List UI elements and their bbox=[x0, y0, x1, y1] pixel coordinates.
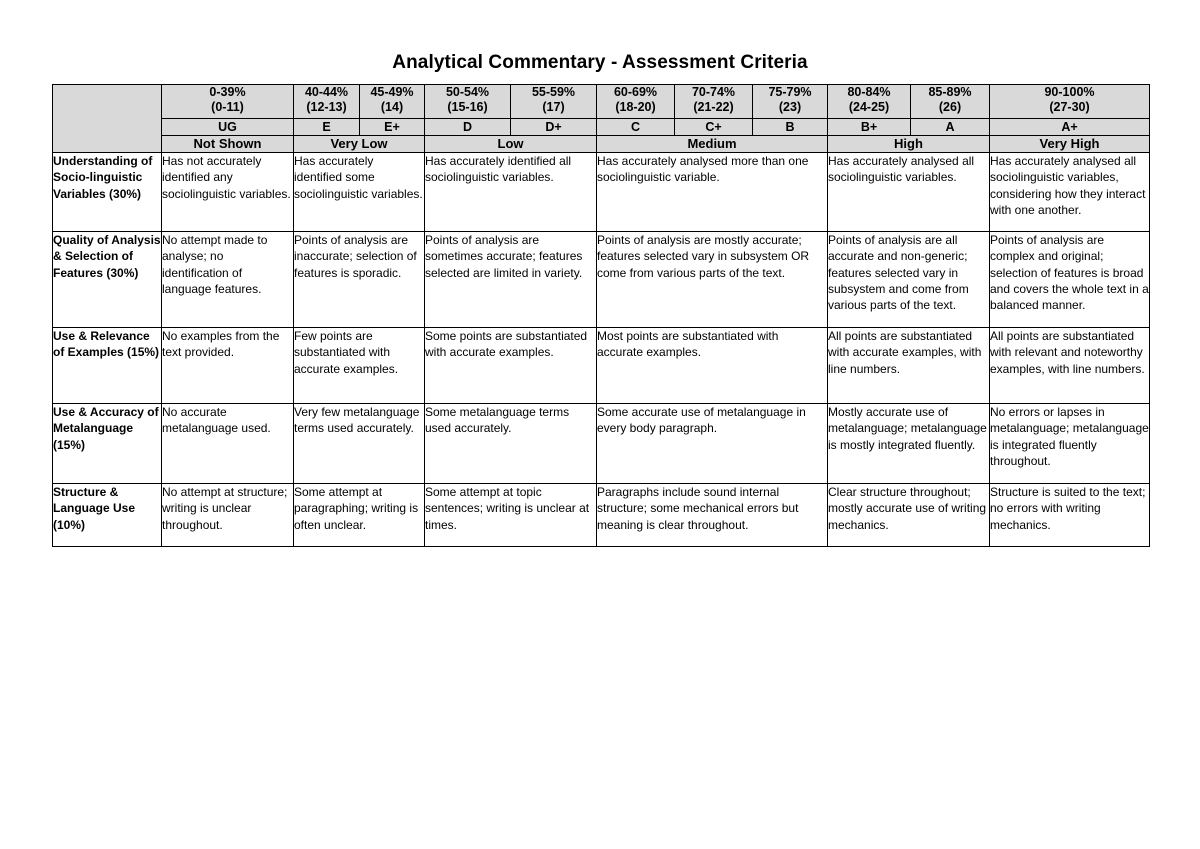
criterion-name: Use & Accuracy of Metalanguage (15%) bbox=[53, 404, 162, 484]
grade-cell: A bbox=[911, 119, 990, 136]
descriptor-cell: Structure is suited to the text; no errors with writing mechanics. bbox=[990, 484, 1150, 547]
descriptor-cell: No examples from the text provided. bbox=[162, 328, 294, 404]
descriptor-cell: Some attempt at topic sentences; writing is unclear at times. bbox=[425, 484, 597, 547]
descriptor-cell: Has not accurately identified any sociolinguistic variables. bbox=[162, 153, 294, 232]
descriptor-cell: Has accurately identified some sociolinguistic variables. bbox=[294, 153, 425, 232]
descriptor-cell: All points are substantiated with relevant and noteworthy examples, with line numbers. bbox=[990, 328, 1150, 404]
band-pct-cell bbox=[425, 85, 511, 119]
band-pct-cell bbox=[511, 85, 597, 119]
band-pct-cell bbox=[753, 85, 828, 119]
descriptor-cell: All points are substantiated with accurate examples, with line numbers. bbox=[828, 328, 990, 404]
percentage-row bbox=[53, 85, 1150, 119]
page-title: Analytical Commentary - Assessment Criteria bbox=[392, 52, 808, 73]
band-pct-cell bbox=[294, 85, 360, 119]
criterion-row bbox=[53, 153, 1150, 232]
descriptor-cell: Points of analysis are all accurate and non-generic; features selected vary in subsystem and come from various parts of the text. bbox=[828, 232, 990, 328]
band-percentage: 60-69% bbox=[613, 85, 658, 99]
band-raw-marks: (24-25) bbox=[848, 100, 890, 114]
band-percentage: 75-79% bbox=[768, 85, 812, 99]
band-percentage: 90-100% bbox=[1044, 85, 1095, 99]
band-raw-marks: (14) bbox=[380, 100, 404, 114]
level-cell: Not Shown bbox=[162, 136, 294, 153]
band-pct-cell bbox=[162, 85, 294, 119]
level-cell: Medium bbox=[597, 136, 828, 153]
band-percentage: 70-74% bbox=[691, 85, 736, 99]
band-pct-cell bbox=[597, 85, 675, 119]
descriptor-cell: Points of analysis are inaccurate; selection of features is sporadic. bbox=[294, 232, 425, 328]
band-percentage: 40-44% bbox=[304, 85, 349, 99]
descriptor-cell: Paragraphs include sound internal structure; some mechanical errors but meaning is clear throughout. bbox=[597, 484, 828, 547]
band-raw-marks: (17) bbox=[542, 100, 565, 114]
descriptor-cell: Points of analysis are complex and original; selection of features is broad and covers the whole text in a balanced manner. bbox=[990, 232, 1150, 328]
criterion-row bbox=[53, 484, 1150, 547]
criterion-name: Quality of Analysis & Selection of Features (30%) bbox=[53, 232, 162, 328]
grade-cell: E bbox=[294, 119, 360, 136]
band-raw-marks: (18-20) bbox=[615, 100, 656, 114]
criterion-row bbox=[53, 404, 1150, 484]
grade-cell: C+ bbox=[675, 119, 753, 136]
grade-cell: D+ bbox=[511, 119, 597, 136]
level-cell: Low bbox=[425, 136, 597, 153]
descriptor-cell: No attempt made to analyse; no identification of language features. bbox=[162, 232, 294, 328]
band-pct-cell bbox=[828, 85, 911, 119]
band-percentage: 55-59% bbox=[531, 85, 576, 99]
grade-cell: B+ bbox=[828, 119, 911, 136]
band-raw-marks: (15-16) bbox=[447, 100, 488, 114]
grade-cell: C bbox=[597, 119, 675, 136]
descriptor-cell: No attempt at structure; writing is unclear throughout. bbox=[162, 484, 294, 547]
descriptor-cell: Points of analysis are mostly accurate; features selected vary in subsystem OR come from various parts of the text. bbox=[597, 232, 828, 328]
band-raw-marks: (21-22) bbox=[693, 100, 734, 114]
band-pct-cell bbox=[990, 85, 1150, 119]
grade-cell: B bbox=[753, 119, 828, 136]
descriptor-cell: Has accurately analysed all sociolinguistic variables, considering how they interact with one another. bbox=[990, 153, 1150, 232]
band-percentage: 80-84% bbox=[847, 85, 891, 99]
criterion-row bbox=[53, 232, 1150, 328]
band-raw-marks: (23) bbox=[778, 100, 802, 114]
criterion-name: Understanding of Socio-linguistic Variables (30%) bbox=[53, 153, 162, 232]
criterion-name: Structure & Language Use (10%) bbox=[53, 484, 162, 547]
level-row bbox=[53, 136, 1150, 153]
level-cell: High bbox=[828, 136, 990, 153]
band-pct-cell bbox=[675, 85, 753, 119]
band-raw-marks: (26) bbox=[938, 100, 962, 114]
descriptor-cell: Some points are substantiated with accurate examples. bbox=[425, 328, 597, 404]
band-raw-marks: (27-30) bbox=[1049, 100, 1090, 114]
grade-cell: UG bbox=[162, 119, 294, 136]
criterion-name: Use & Relevance of Examples (15%) bbox=[53, 328, 162, 404]
descriptor-cell: Mostly accurate use of metalanguage; metalanguage is mostly integrated fluently. bbox=[828, 404, 990, 484]
band-percentage: 85-89% bbox=[928, 85, 972, 99]
descriptor-cell: No accurate metalanguage used. bbox=[162, 404, 294, 484]
descriptor-cell: Few points are substantiated with accurate examples. bbox=[294, 328, 425, 404]
assessment-criteria-table bbox=[52, 84, 1150, 547]
band-pct-cell bbox=[911, 85, 990, 119]
descriptor-cell: Has accurately analysed all sociolinguistic variables. bbox=[828, 153, 990, 232]
band-percentage: 0-39% bbox=[209, 85, 246, 99]
descriptor-cell: Some accurate use of metalanguage in every body paragraph. bbox=[597, 404, 828, 484]
descriptor-cell: Clear structure throughout; mostly accurate use of writing mechanics. bbox=[828, 484, 990, 547]
descriptor-cell: Has accurately identified all sociolinguistic variables. bbox=[425, 153, 597, 232]
criterion-row bbox=[53, 328, 1150, 404]
descriptor-cell: Some metalanguage terms used accurately. bbox=[425, 404, 597, 484]
grade-row bbox=[53, 119, 1150, 136]
grade-cell: E+ bbox=[360, 119, 425, 136]
band-raw-marks: (12-13) bbox=[306, 100, 347, 114]
header-blank-cell bbox=[53, 85, 162, 153]
descriptor-cell: Points of analysis are sometimes accurate; features selected are limited in variety. bbox=[425, 232, 597, 328]
descriptor-cell: Some attempt at paragraphing; writing is often unclear. bbox=[294, 484, 425, 547]
band-percentage: 45-49% bbox=[370, 85, 414, 99]
descriptor-cell: No errors or lapses in metalanguage; metalanguage is integrated fluently throughout. bbox=[990, 404, 1150, 484]
grade-cell: D bbox=[425, 119, 511, 136]
grade-cell: A+ bbox=[990, 119, 1150, 136]
level-cell: Very High bbox=[990, 136, 1150, 153]
band-raw-marks: (0-11) bbox=[211, 100, 244, 114]
level-cell: Very Low bbox=[294, 136, 425, 153]
band-pct-cell bbox=[360, 85, 425, 119]
descriptor-cell: Has accurately analysed more than one sociolinguistic variable. bbox=[597, 153, 828, 232]
descriptor-cell: Very few metalanguage terms used accurately. bbox=[294, 404, 425, 484]
band-percentage: 50-54% bbox=[445, 85, 490, 99]
descriptor-cell: Most points are substantiated with accurate examples. bbox=[597, 328, 828, 404]
